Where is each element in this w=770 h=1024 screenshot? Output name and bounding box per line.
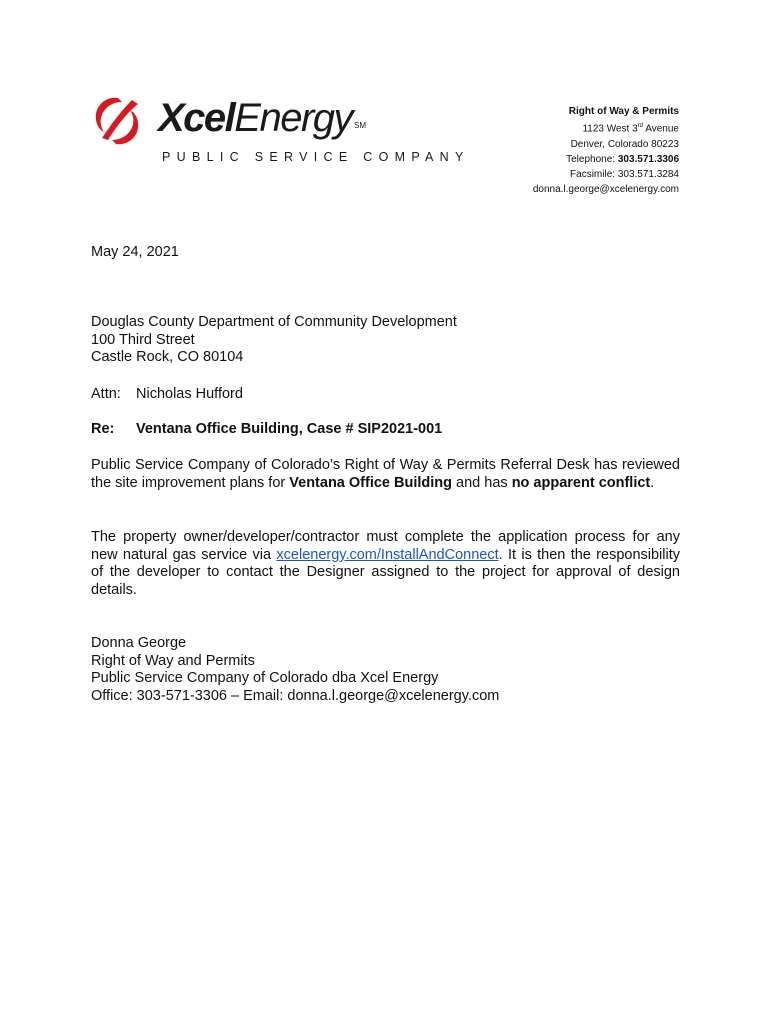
logo-wordmark: [158, 96, 366, 140]
sender-street-number: 1123 West 3: [582, 123, 638, 135]
sender-street: [533, 119, 679, 137]
sender-street-ordinal: rd: [637, 123, 644, 130]
sender-email: donna.l.george@xcelenergy.com: [532, 184, 679, 196]
signature-block: [91, 635, 680, 705]
sender-address-block: [533, 104, 679, 198]
attn-label: Attn:: [91, 386, 121, 402]
recipient-address: [91, 314, 680, 367]
body-paragraph-application: [91, 529, 680, 599]
paragraph-text: .: [650, 474, 655, 491]
sender-telephone: [533, 152, 679, 167]
subject-line: [91, 421, 680, 439]
logo-tagline: PUBLIC SERVICE COMPANY: [162, 150, 470, 164]
telephone-label: Telephone:: [566, 153, 618, 165]
paragraph-text: Public Service Company of Colorado’s Right of Way & Permits Referral Desk has reviewed the site improvement plans for: [91, 457, 680, 491]
letter-date: May 24, 2021: [91, 244, 179, 260]
signer-contact: Office: 303-571-3306 – Email: donna.l.george@xcelenergy.com: [91, 687, 500, 704]
recipient-line: Castle Rock, CO 80104: [91, 349, 244, 366]
project-name: Ventana Office Building: [289, 474, 453, 491]
sender-facsimile: Facsimile: 303.571.3284: [570, 169, 679, 181]
xcel-swoosh-logo-icon: [88, 92, 146, 150]
paragraph-text: . It is then the responsibility of the developer to contact the Designer assigned to the project for approval of design details.: [91, 546, 680, 598]
sender-department: Right of Way & Permits: [568, 106, 679, 117]
sender-city: Denver, Colorado 80223: [570, 138, 679, 150]
xcel-energy-logo: [88, 92, 470, 172]
logo-wordmark-bold: Xcel: [158, 96, 235, 140]
attn-name: Nicholas Hufford: [136, 386, 243, 402]
attention-line: [91, 386, 680, 404]
signer-company: Public Service Company of Colorado dba Xcel Energy: [91, 670, 439, 687]
logo-wordmark-light: Energy: [234, 96, 353, 140]
sender-street-name: Avenue: [643, 123, 679, 135]
recipient-line: Douglas County Department of Community Development: [91, 314, 457, 330]
re-label: Re:: [91, 421, 115, 437]
telephone-number: 303.571.3306: [617, 153, 679, 165]
body-paragraph-review: [91, 457, 680, 492]
service-mark: SM: [354, 121, 367, 130]
signer-title: Right of Way and Permits: [91, 652, 255, 669]
recipient-line: 100 Third Street: [91, 331, 195, 348]
paragraph-text: and has: [452, 474, 512, 491]
conflict-status: no apparent conflict: [511, 474, 651, 491]
re-subject: Ventana Office Building, Case # SIP2021-001: [136, 421, 443, 437]
paragraph-text: The property owner/developer/contractor must complete the application process for any new natural gas service via: [91, 529, 680, 563]
install-and-connect-link[interactable]: xcelenergy.com/InstallAndConnect: [276, 546, 499, 563]
signer-name: Donna George: [91, 635, 187, 651]
